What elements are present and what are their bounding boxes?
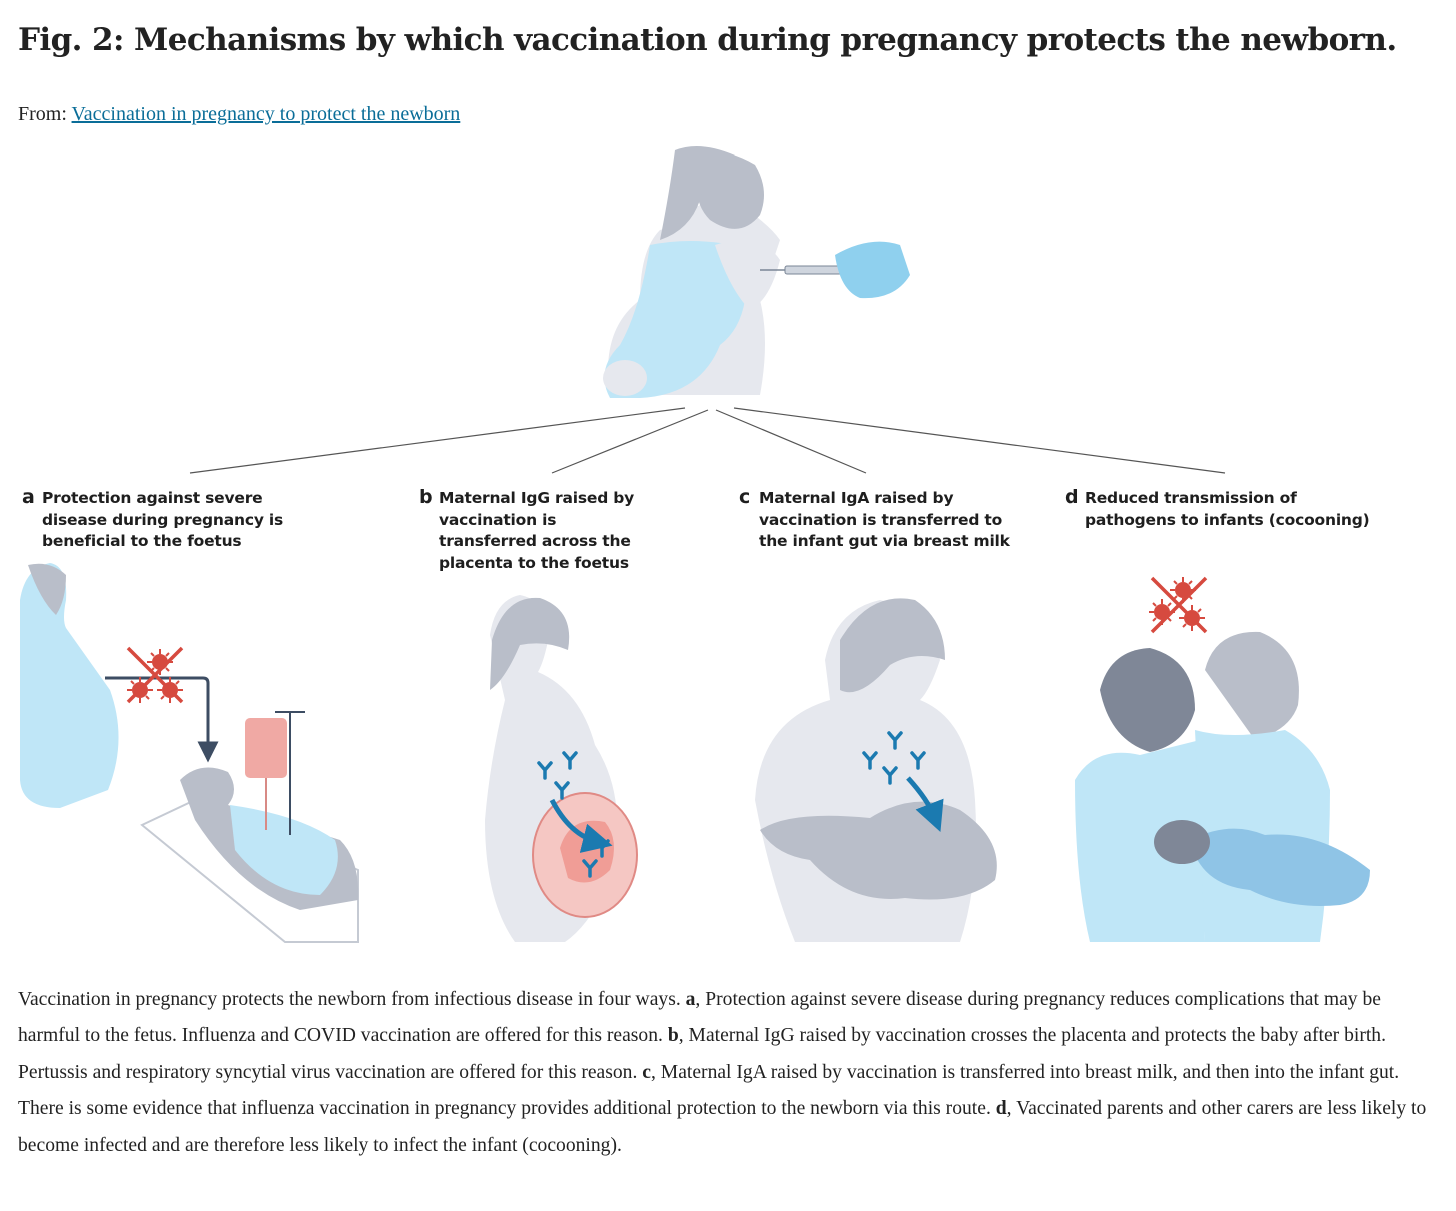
panel-c-illustration <box>755 598 997 942</box>
caption-b-text: , Maternal IgG raised by vaccination crosses the placenta and protects the baby after birth. Pertussis and respiratory syncytial virus vaccination are offered for this reason. <box>18 1025 1386 1083</box>
panel-d-illustration <box>1075 577 1370 942</box>
panel-a-letter: a <box>22 486 35 508</box>
panel-c-label <box>739 486 1024 553</box>
caption-c-text: , Maternal IgA raised by vaccination is transferred into breast milk, and then into the infant gut. There is some evidence that influenza vaccination in pregnancy provides additional protection to the newborn via this route. <box>18 1061 1400 1120</box>
panel-b-illustration <box>485 595 637 942</box>
caption-a-letter: a <box>685 989 696 1010</box>
panel-b-text: Maternal IgG raised by vaccination is transferred across the placenta to the foetus <box>439 489 635 572</box>
panel-a-text: Protection against severe disease during pregnancy is beneficial to the foetus <box>42 489 284 550</box>
figure-caption <box>18 982 1443 1164</box>
caption-c-letter: c <box>642 1061 651 1083</box>
panel-d-text: Reduced transmission of pathogens to infants (cocooning) <box>1085 489 1370 529</box>
panel-d-letter: d <box>1065 486 1079 508</box>
source-article-link[interactable]: Vaccination in pregnancy to protect the newborn <box>71 103 461 125</box>
panel-c-letter: c <box>739 486 751 508</box>
caption-intro: Vaccination in pregnancy protects the newborn from infectious disease in four ways. <box>18 989 681 1010</box>
figure-title: Fig. 2: Mechanisms by which vaccination during pregnancy protects the newborn. <box>18 22 1397 58</box>
panel-a-label <box>22 486 287 553</box>
caption-b-letter: b <box>667 1025 679 1047</box>
caption-a-text: , Protection against severe disease during pregnancy reduces complications that may be harmful to the fetus. Influenza and COVID vaccination are offered for this reason. <box>18 989 1381 1047</box>
vaccination-scene <box>603 146 910 398</box>
source-line <box>18 103 460 126</box>
panel-d-label <box>1065 486 1390 531</box>
caption-d-text: , Vaccinated parents and other carers are less likely to become infected and are therefore less likely to infect the infant (cocooning). <box>18 1098 1427 1156</box>
branch-lines <box>190 408 1225 473</box>
caption-d-letter: d <box>995 1098 1007 1120</box>
panel-a-illustration <box>20 563 358 942</box>
panel-b-letter: b <box>419 486 433 508</box>
panel-c-text: Maternal IgA raised by vaccination is transferred to the infant gut via breast milk <box>759 489 1010 550</box>
panel-b-label <box>419 486 654 574</box>
from-label: From: <box>18 103 67 125</box>
